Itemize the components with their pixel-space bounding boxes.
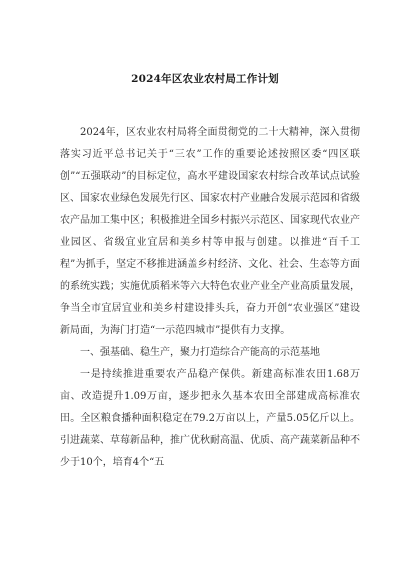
paragraph-intro: 2024年，区农业农村局将全面贯彻党的二十大精神，深入贯彻落实习近平总书记关于“三农”工作的重要论述按照区委“四区联创”“五强联动”的目标定位，高水平建设国家农村综合改革试点试验区、国家农业绿色发展先行区、国家农村产业融合发展示范园和省级农产品加工集中区；积极推进全国乡村振兴示范区、国家现代农业产业园区、省级宜业宜居和美乡村等申报与创建。以推进“百千工程”为抓手，坚定不移推进涵盖乡村经济、文化、社会、生态等方面的系统实践；实施优质稻米等六大特色农业产业全产业高质量发展，争当全市宜居宜业和美乡村建设排头兵，奋力开创“农业强区”建设新局面，为海门打造“一示范四城市”提供有力支撑。 (60, 127, 360, 336)
document-title: 2024年区农业农村局工作计划 (131, 73, 279, 85)
document-body (60, 122, 360, 474)
paragraph-section-1: 一是持续推进重要农产品稳产保供。新建高标准农田1.68万亩、改造提升1.09万亩，逐步把永久基本农田全部建成高标准农田。全区粮食播种面积稳定在79.2万亩以上，产量5.05亿斤以上。引进蔬菜、草莓新品种，推广优秋耐高温、优质、高产蔬菜新品种不少于10个，培育4个“五 (60, 369, 360, 468)
section-heading-1: 一、强基础、稳生产，聚力打造综合产能高的示范基地 (80, 347, 320, 358)
